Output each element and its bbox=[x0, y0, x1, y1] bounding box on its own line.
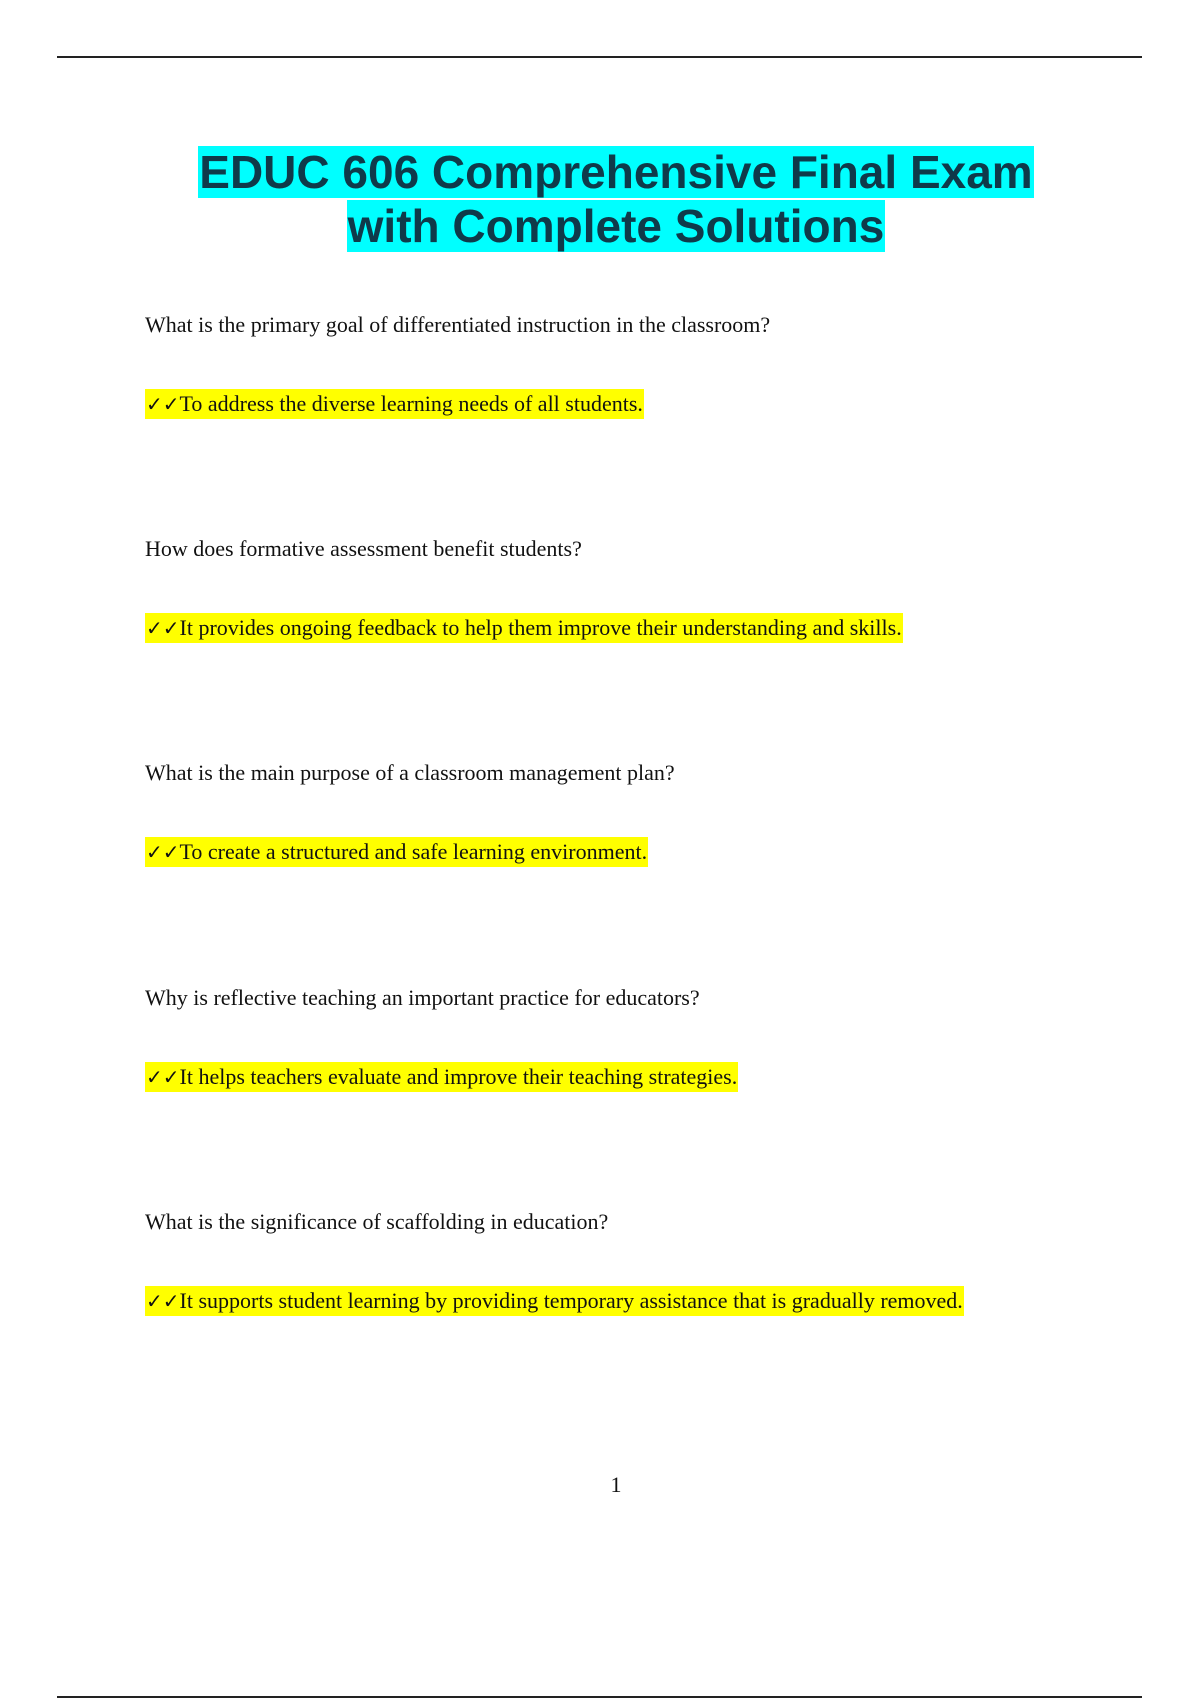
question: What is the primary goal of differentiated instruction in the classroom? bbox=[145, 312, 771, 337]
answer-text: It helps teachers evaluate and improve their teaching strategies. bbox=[179, 1064, 738, 1089]
answer-text: It supports student learning by providing temporary assistance that is gradually removed. bbox=[179, 1288, 963, 1313]
title-line-2: with Complete Solutions bbox=[347, 200, 885, 252]
answer-text: To address the diverse learning needs of all students. bbox=[179, 391, 643, 416]
check-icon: ✓✓ bbox=[146, 616, 180, 640]
answer bbox=[145, 1062, 738, 1092]
answer bbox=[145, 837, 648, 867]
title-line-1: EDUC 606 Comprehensive Final Exam bbox=[199, 146, 1033, 198]
check-icon: ✓✓ bbox=[146, 840, 180, 864]
answer bbox=[145, 1286, 964, 1316]
answer bbox=[145, 389, 644, 419]
question: Why is reflective teaching an important practice for educators? bbox=[145, 985, 700, 1010]
answer bbox=[145, 613, 903, 643]
document-title bbox=[0, 145, 1200, 253]
question: How does formative assessment benefit students? bbox=[145, 536, 582, 561]
footer-rule bbox=[57, 1696, 1142, 1698]
page-number: 1 bbox=[610, 1472, 622, 1497]
check-icon: ✓✓ bbox=[146, 1289, 180, 1313]
answer-text: To create a structured and safe learning environment. bbox=[179, 839, 648, 864]
question: What is the main purpose of a classroom management plan? bbox=[145, 760, 675, 785]
check-icon: ✓✓ bbox=[146, 1065, 180, 1089]
check-icon: ✓✓ bbox=[146, 392, 180, 416]
answer-text: It provides ongoing feedback to help them improve their understanding and skills. bbox=[179, 615, 902, 640]
header-rule bbox=[57, 56, 1142, 58]
question: What is the significance of scaffolding in education? bbox=[145, 1209, 609, 1234]
